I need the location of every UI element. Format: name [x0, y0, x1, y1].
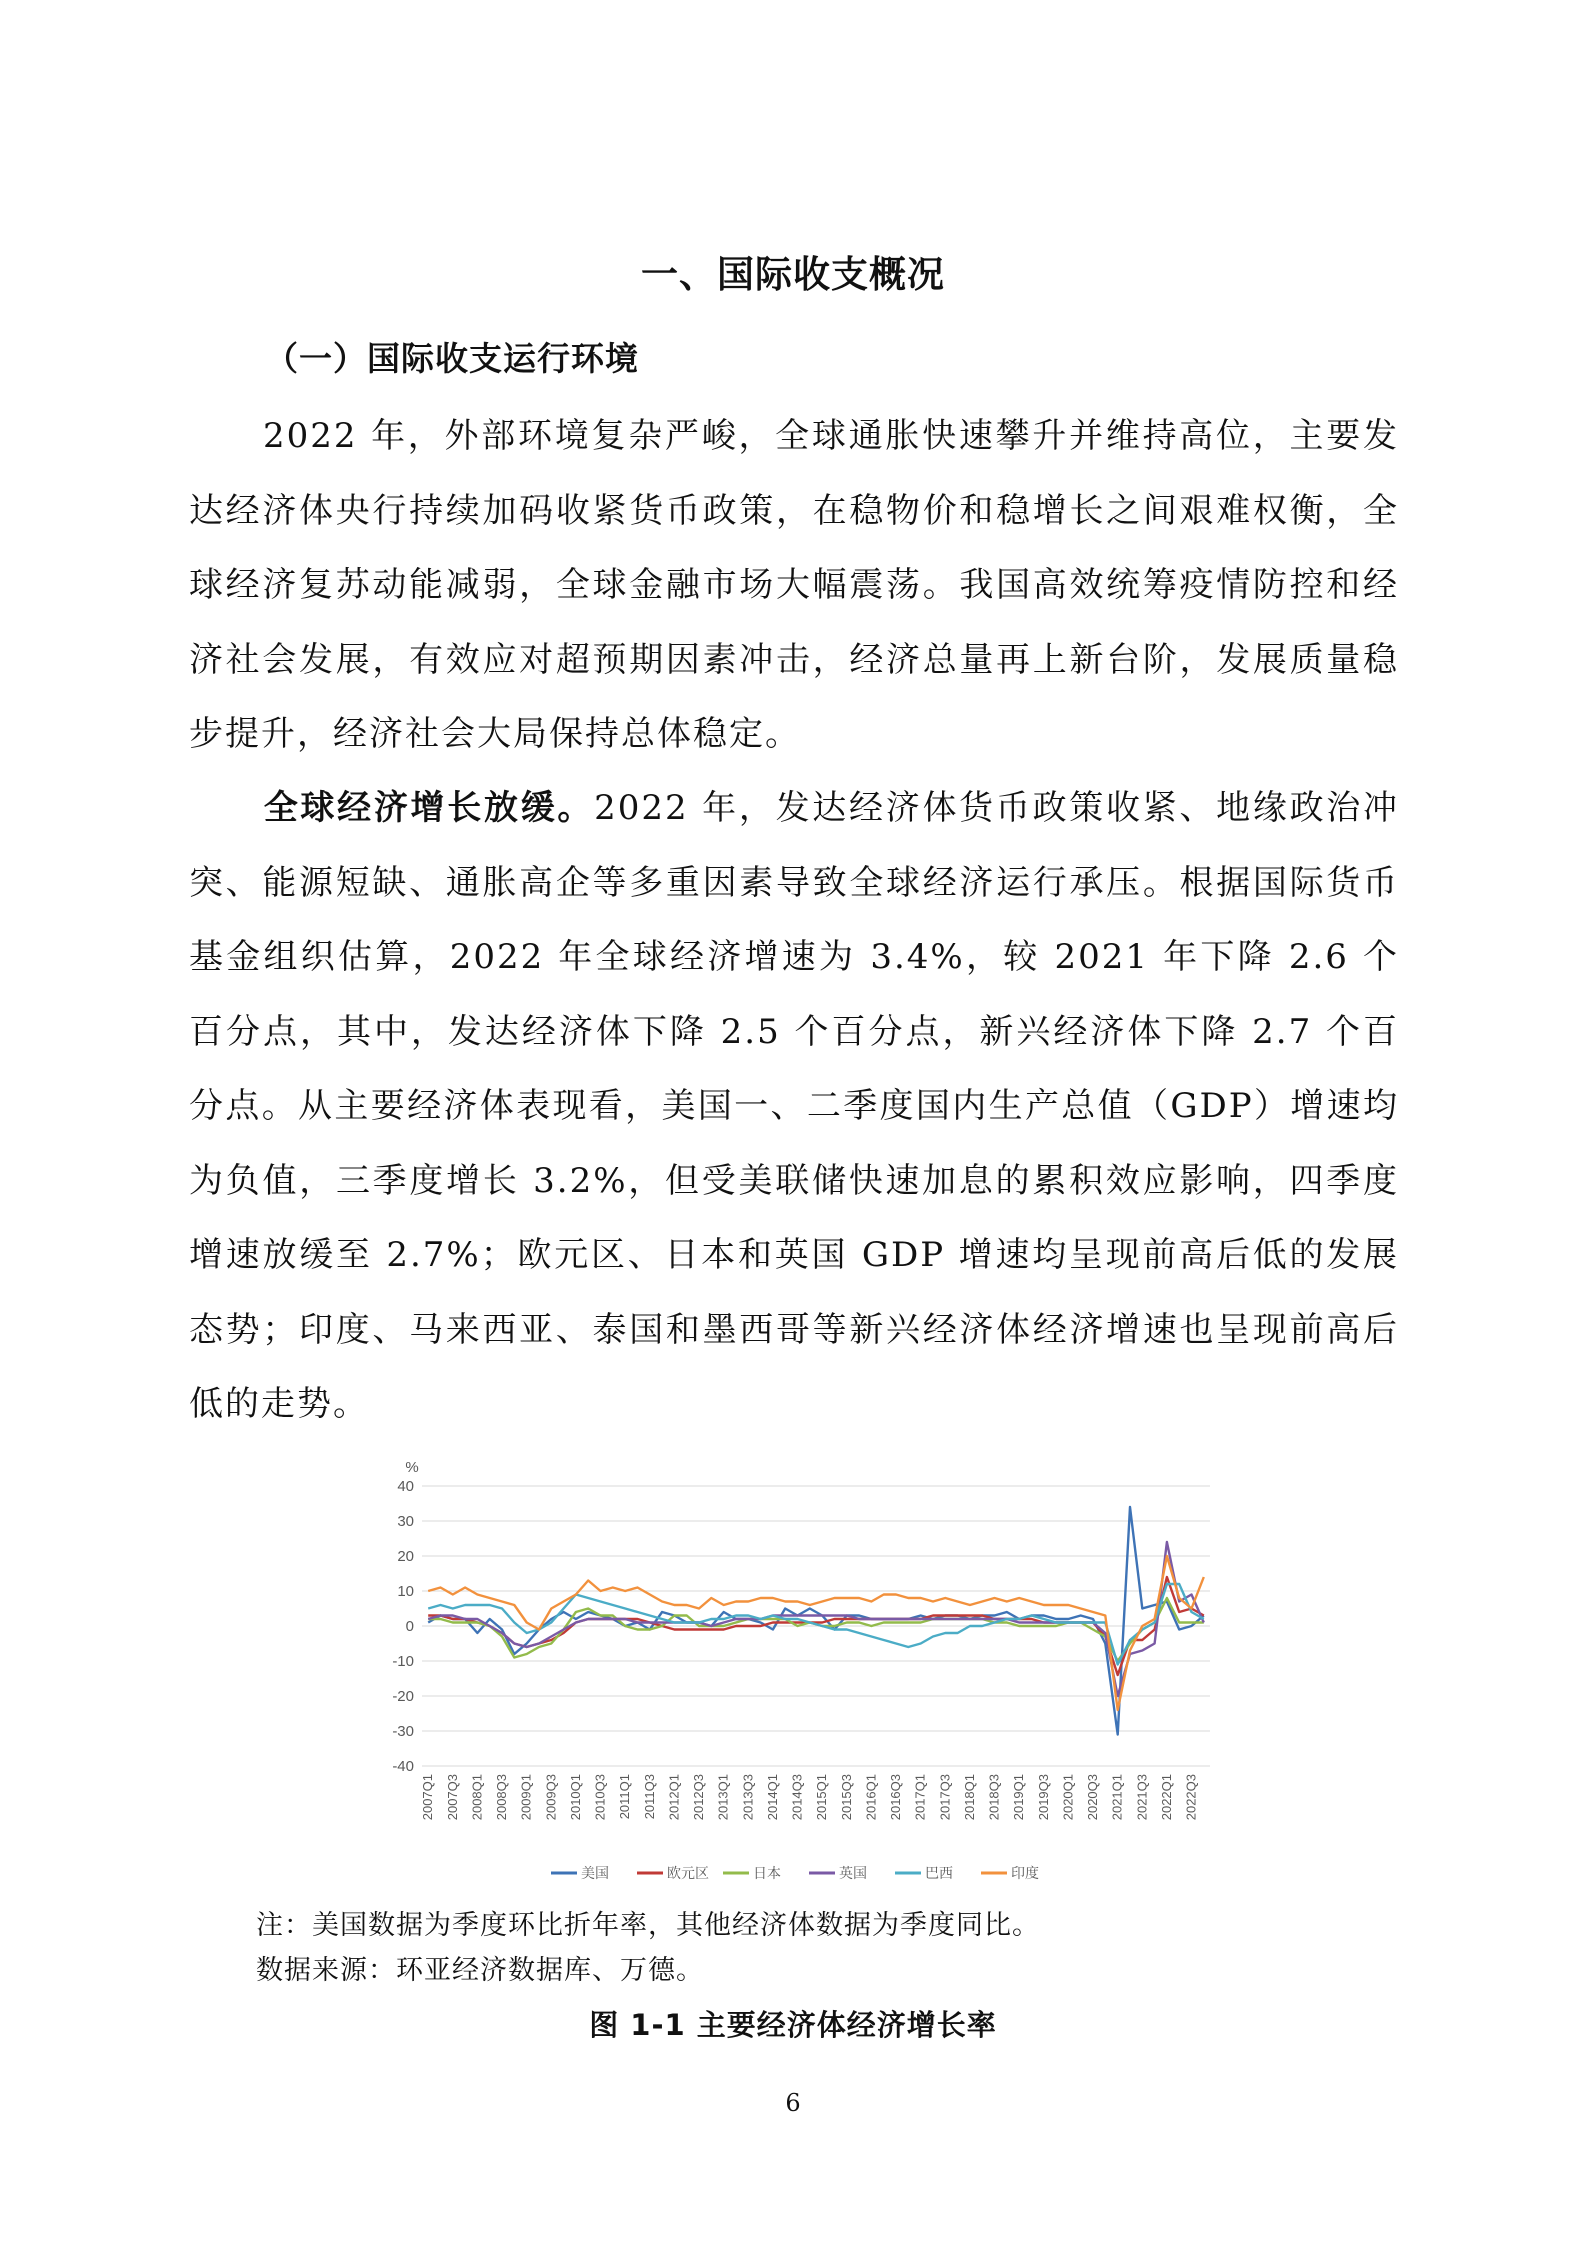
legend-label: 欧元区: [667, 1865, 709, 1881]
x-tick-label: 2009Q1: [518, 1774, 534, 1821]
x-tick-label: 2020Q1: [1060, 1774, 1076, 1821]
legend-label: 巴西: [925, 1865, 953, 1881]
subsection-title: （一）国际收支运行环境: [265, 339, 639, 378]
x-tick-label: 2010Q1: [567, 1774, 583, 1821]
growth-rate-chart: [372, 1450, 1230, 1890]
x-tick-label: 2010Q3: [592, 1774, 608, 1821]
x-tick-label: 2016Q1: [863, 1774, 879, 1821]
x-tick-label: 2013Q1: [715, 1774, 731, 1821]
x-tick-label: 2011Q3: [641, 1774, 657, 1820]
x-tick-label: 2022Q3: [1183, 1774, 1199, 1821]
chart-legend: [551, 1865, 1039, 1881]
x-tick-label: 2021Q1: [1109, 1774, 1125, 1821]
x-tick-label: 2009Q3: [543, 1774, 559, 1821]
paragraph-2-text: 2022 年，发达经济体货币政策收紧、地缘政治冲突、能源短缺、通胀高企等多重因素导致全球经济运行承压。根据国际货币基金组织估算，2022 年全球经济增速为 3.4%，较 2021 年下降 2.6 个百分点，其中，发达经济体下降 2.5 个百分点，新兴经济体下降 2.7 个百分点。从主要经济体表现看，美国一、二季度国内生产总值（GDP）增速均为负值，三季度增长 3.2%，但受美联储快速加息的累积效应影响，四季度增速放缓至 2.7%；欧元区、日本和英国 GDP 增速均呈现前高后低的发展态势；印度、马来西亚、泰国和墨西哥等新兴经济体经济增速也呈现前高后低的走势。: [189, 788, 1399, 1424]
y-tick-label: 10: [397, 1583, 414, 1600]
x-tick-label: 2016Q3: [888, 1774, 904, 1821]
x-tick-label: 2019Q1: [1011, 1774, 1027, 1821]
y-axis-unit: %: [405, 1459, 419, 1476]
section-title: 一、国际收支概况: [641, 253, 945, 296]
x-tick-label: 2022Q1: [1158, 1774, 1174, 1821]
x-tick-label: 2017Q3: [937, 1774, 953, 1821]
page-number: 6: [785, 2089, 801, 2117]
x-tick-label: 2013Q3: [740, 1774, 756, 1821]
series-line-6: [428, 1556, 1204, 1710]
chart-svg: [372, 1450, 1230, 1890]
y-tick-label: 40: [397, 1478, 414, 1495]
y-tick-label: 30: [397, 1513, 414, 1530]
x-tick-label: 2011Q1: [617, 1774, 633, 1820]
x-tick-label: 2019Q3: [1035, 1774, 1051, 1821]
y-tick-label: 0: [405, 1618, 414, 1635]
chart-note: 注：美国数据为季度环比折年率，其他经济体数据为季度同比。: [256, 1910, 1040, 1941]
series-line-3: [428, 1598, 1204, 1661]
x-tick-label: 2020Q3: [1085, 1774, 1101, 1821]
y-tick-label: 20: [397, 1548, 414, 1565]
x-tick-label: 2012Q3: [691, 1774, 707, 1821]
legend-label: 印度: [1011, 1865, 1039, 1881]
y-tick-label: -40: [392, 1758, 414, 1775]
x-tick-label: 2021Q3: [1134, 1774, 1150, 1821]
x-tick-label: 2012Q1: [666, 1774, 682, 1821]
y-tick-label: -30: [392, 1723, 414, 1740]
figure-caption: 图 1-1 主要经济体经济增长率: [589, 2008, 997, 2042]
y-tick-label: -20: [392, 1688, 414, 1705]
chart-series: [428, 1507, 1204, 1735]
x-tick-label: 2007Q3: [444, 1774, 460, 1821]
legend-label: 美国: [581, 1865, 609, 1881]
paragraph-1-text: 2022 年，外部环境复杂严峻，全球通胀快速攀升并维持高位，主要发达经济体央行持续加码收紧货币政策，在稳物价和稳增长之间艰难权衡，全球经济复苏动能减弱，全球金融市场大幅震荡。我国高效统筹疫情防控和经济社会发展，有效应对超预期因素冲击，经济总量再上新台阶，发展质量稳步提升，经济社会大局保持总体稳定。: [189, 416, 1399, 754]
paragraph-2-lead: 全球经济增长放缓。: [263, 788, 595, 828]
x-tick-label: 2015Q3: [838, 1774, 854, 1821]
x-tick-label: 2018Q1: [961, 1774, 977, 1821]
y-tick-label: -10: [392, 1653, 414, 1670]
x-tick-label: 2008Q1: [469, 1774, 485, 1821]
chart-source: 数据来源：环亚经济数据库、万德。: [256, 1955, 704, 1986]
legend-label: 英国: [839, 1865, 867, 1881]
x-tick-label: 2014Q1: [764, 1774, 780, 1821]
x-tick-label: 2008Q3: [494, 1774, 510, 1821]
x-tick-label: 2007Q1: [420, 1774, 436, 1821]
x-tick-label: 2017Q1: [912, 1774, 928, 1821]
x-tick-label: 2015Q1: [814, 1774, 830, 1821]
legend-label: 日本: [753, 1865, 781, 1881]
paragraph-1: [189, 399, 1399, 772]
x-tick-label: 2014Q3: [789, 1774, 805, 1821]
x-tick-label: 2018Q3: [986, 1774, 1002, 1821]
paragraph-2: [189, 771, 1399, 1442]
